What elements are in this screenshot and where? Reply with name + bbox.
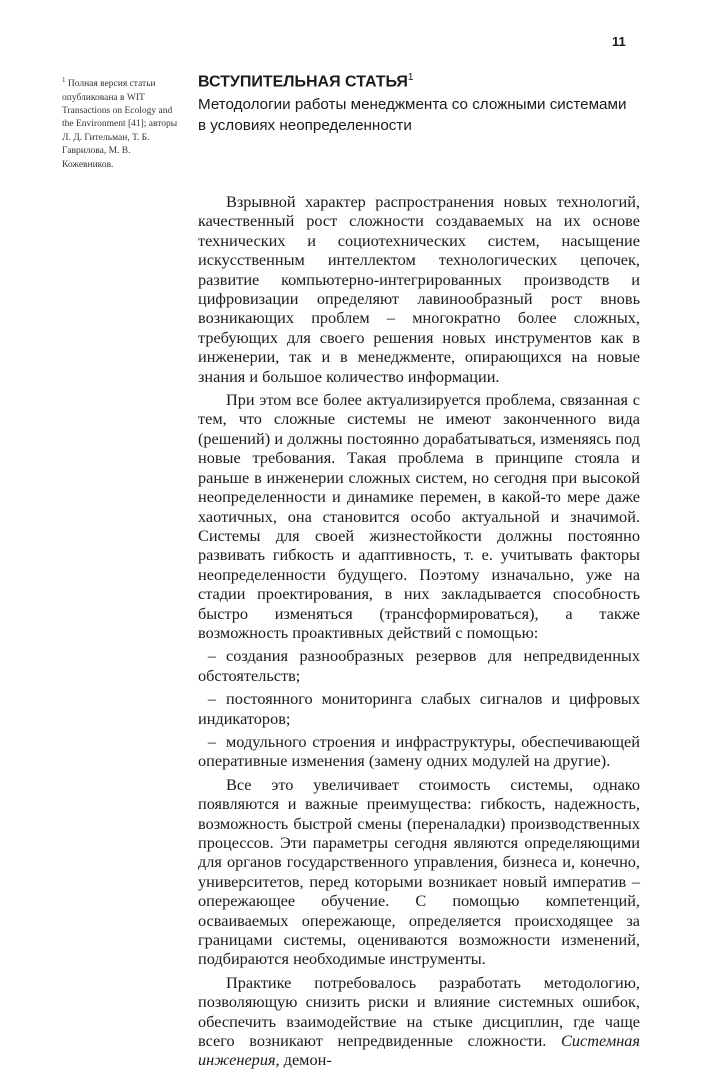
bullet-dash: – xyxy=(207,689,217,709)
paragraph: Взрывной характер распространения новых технологий, качественный рост сложности создаваемых на их основе технических и социотехнических систем, насыщение искусственным интеллектом технологических цепочек, развитие компьютерно-интегрированных производств и цифровизации определяют лавинообразный рост вновь возникающих проблем – многократно более сложных, требующих для своего решения новых инструментов как в инженерии, так и в менеджменте, опирающихся на новые знания и большое количество информации. xyxy=(198,192,640,386)
sidenote xyxy=(62,74,182,172)
article-title xyxy=(198,72,658,91)
paragraph-last xyxy=(198,973,640,1070)
paragraph-text: Практике потребовалось разработать методологию, позволяющую снизить риски и влияние системных ошибок, обеспечить взаимодействие на стыке дисциплин, где чаще всего возникают непредвиденные сложности. xyxy=(198,972,640,1051)
bullet-item xyxy=(198,689,640,728)
bullet-dash: – xyxy=(207,731,217,751)
paragraph: При этом все более актуализируется проблема, связанная с тем, что сложные системы не имеют законченного вида (решений) и должны постоянно дорабатываться, изменяясь под новые требования. Такая проблема в принципе стояла и раньше в инженерии сложных систем, но сегодня при высокой неопределенности и динамике перемен, в какой-то мере даже хаотичных, она становится особо актуальной и значимой. Системы для своей жизнестойкости должны постоянно развивать гибкость и адаптивность, т. е. учитывать факторы неопределенности будущего. Поэтому изначально, уже на стадии проектирования, в них закладывается способность быстро изменяться (трансформироваться), а также возможность проактивных действий с помощью: xyxy=(198,390,640,642)
article-header xyxy=(198,72,658,136)
paragraph: Все это увеличивает стоимость системы, однако появляются и важные преимущества: гибкость, надежность, возможность быстрой смены (переналадки) производственных процессов. Эти параметры сегодня являются определяющими для органов государственного управления, бизнеса и, конечно, университетов, перед которыми возникает новый императив – опережающее обучение. С помощью компетенций, осваиваемых опережающе, определяется происходящее за границами системы, оцениваются возможности изменений, подбираются необходимые инструменты. xyxy=(198,774,640,969)
bullet-text: модульного строения и инфраструктуры, обеспечивающей оперативные изменения (замену одних модулей на другие). xyxy=(198,731,640,771)
sidenote-marker: 1 xyxy=(62,76,66,84)
bullet-dash: – xyxy=(207,646,217,666)
bullet-text: создания разнообразных резервов для непредвиденных обстоятельств; xyxy=(198,646,640,685)
article-body xyxy=(198,192,640,1074)
article-title-text: ВСТУПИТЕЛЬНАЯ СТАТЬЯ xyxy=(198,73,408,91)
title-footnote-marker: 1 xyxy=(407,72,414,83)
paragraph-text-end: , демон- xyxy=(275,1050,332,1070)
bullet-text: постоянного мониторинга слабых сигналов и цифровых индикаторов; xyxy=(198,689,640,728)
sidenote-text: Полная версия статьи опубликована в WIT Transactions on Ecology and the Environment [41]; авторы Л. Д. Гительман, Т. Б. Гаврилова, М. В. Кожевников. xyxy=(62,79,178,170)
emphasis-term: Системная инженерия xyxy=(198,1031,640,1070)
bullet-item xyxy=(198,732,640,771)
article-subtitle: Методологии работы менеджмента со сложными системами в условиях неопределенности xyxy=(198,96,627,135)
page-number: 11 xyxy=(612,34,626,49)
bullet-item xyxy=(198,646,640,685)
